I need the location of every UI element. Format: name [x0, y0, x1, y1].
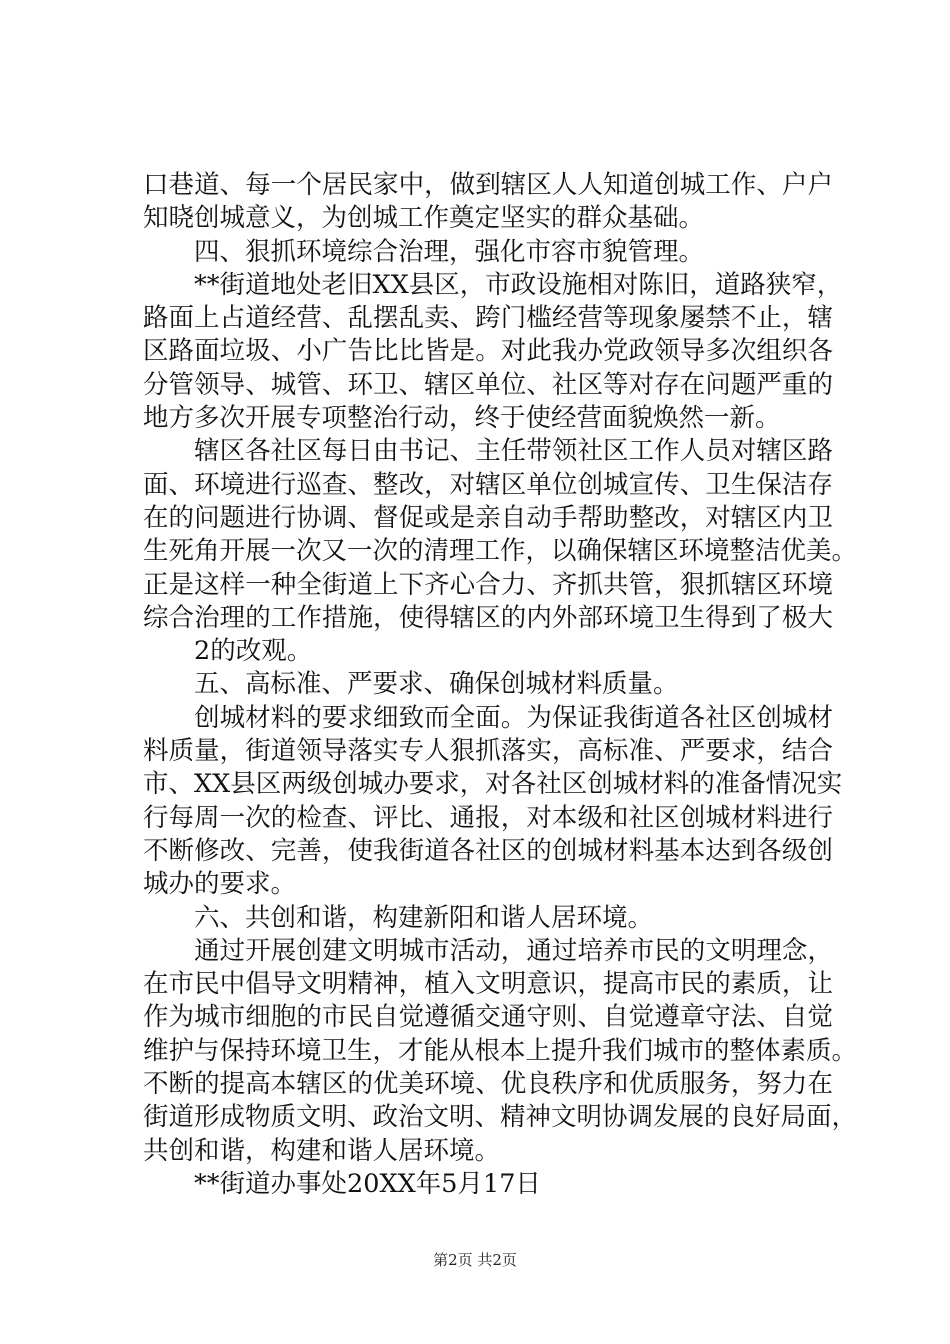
text-line: 辖区各社区每日由书记、主任带领社区工作人员对辖区路 [143, 436, 833, 467]
text-line: 不断的提高本辖区的优美环境、优良秩序和优质服务，努力在 [143, 1069, 833, 1100]
text-line: 在的问题进行协调、督促或是亲自动手帮助整改，对辖区内卫 [143, 502, 833, 533]
text-line: **街道地处老旧XX县区，市政设施相对陈旧，道路狭窄， [143, 269, 843, 300]
section-heading: 四、狠抓环境综合治理，强化市容市貌管理。 [143, 236, 705, 267]
text-line: 2的改观。 [143, 636, 313, 667]
text-line: 料质量，街道领导落实专人狠抓落实，高标准、严要求，结合 [143, 736, 833, 767]
text-line: 街道形成物质文明、政治文明、精神文明协调发展的良好局面， [143, 1102, 858, 1133]
text-line: 正是这样一种全街道上下齐心合力、齐抓共管，狠抓辖区环境 [143, 569, 833, 600]
text-line: 创城材料的要求细致而全面。为保证我街道各社区创城材 [143, 702, 833, 733]
text-line: 区路面垃圾、小广告比比皆是。对此我办党政领导多次组织各 [143, 336, 833, 367]
text-line: 生死角开展一次又一次的清理工作，以确保辖区环境整洁优美。 [143, 536, 858, 567]
text-line: 行每周一次的检查、评比、通报，对本级和社区创城材料进行 [143, 802, 833, 833]
text-line: 面、环境进行巡查、整改，对辖区单位创城宣传、卫生保洁存 [143, 469, 833, 500]
text-line: 不断修改、完善，使我街道各社区的创城材料基本达到各级创 [143, 835, 833, 866]
text-line: 作为城市细胞的市民自觉遵循交通守则、自觉遵章守法、自觉 [143, 1002, 833, 1033]
text-line: 路面上占道经营、乱摆乱卖、跨门槛经营等现象屡禁不止，辖 [143, 303, 833, 334]
text-line: 城办的要求。 [143, 869, 297, 900]
body-text [143, 169, 858, 1201]
text-line: 维护与保持环境卫生，才能从根本上提升我们城市的整体素质。 [143, 1035, 858, 1066]
text-line: 在市民中倡导文明精神，植入文明意识，提高市民的素质，让 [143, 969, 833, 1000]
text-line: 共创和谐，构建和谐人居环境。 [143, 1135, 501, 1166]
signature-date: **街道办事处20XX年5月17日 [143, 1168, 541, 1199]
text-line: 口巷道、每一个居民家中，做到辖区人人知道创城工作、户户 [143, 170, 833, 200]
page-number: 第2页 共2页 [433, 1251, 517, 1269]
text-line: 地方多次开展专项整治行动，终于使经营面貌焕然一新。 [143, 403, 781, 434]
text-line: 通过开展创建文明城市活动，通过培养市民的文明理念， [143, 935, 833, 966]
text-line: 综合治理的工作措施，使得辖区的内外部环境卫生得到了极大 [143, 602, 833, 633]
section-heading: 五、高标准、严要求、确保创城材料质量。 [143, 669, 679, 700]
text-line: 市、XX县区两级创城办要求，对各社区创城材料的准备情况实 [143, 769, 843, 800]
section-heading: 六、共创和谐，构建新阳和谐人居环境。 [143, 902, 654, 933]
text-line: 知晓创城意义，为创城工作奠定坚实的群众基础。 [143, 203, 705, 234]
text-line: 分管领导、城管、环卫、辖区单位、社区等对存在问题严重的 [143, 369, 833, 400]
